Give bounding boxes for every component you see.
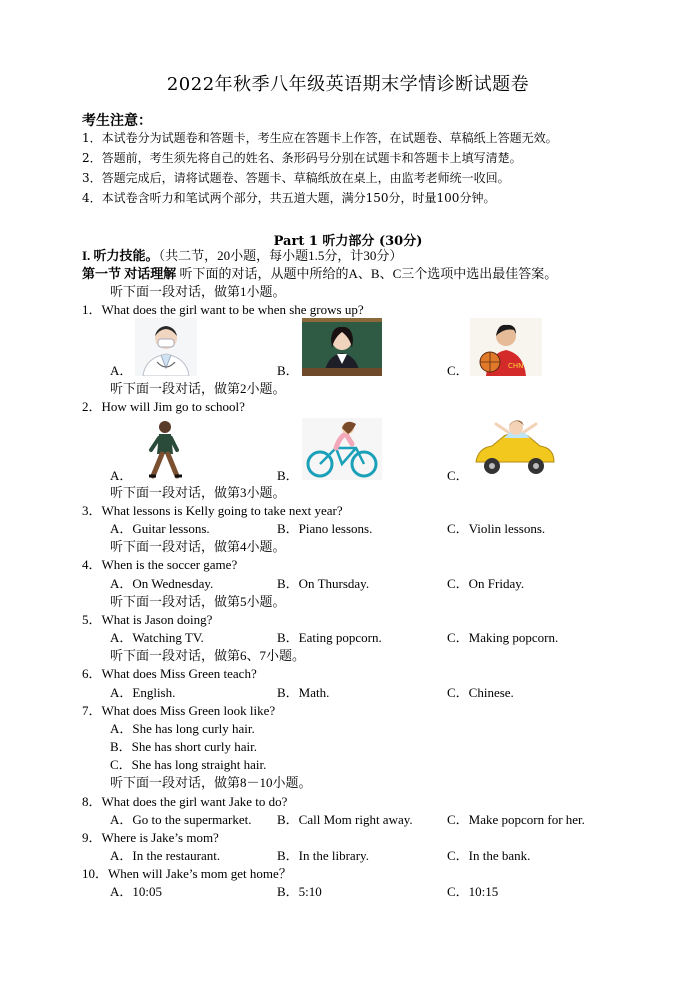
option-a: A．10:05: [110, 884, 163, 899]
notice-heading: 考生注意：: [82, 113, 152, 129]
question-stem: 2．How will Jim go to school?: [82, 399, 245, 414]
notice-item: 1．本试卷分为试题卷和答题卡，考生应在答题卡上作答，在试题卷、草稿纸上答题无效。: [82, 131, 558, 145]
svg-text:CHN: CHN: [508, 362, 524, 370]
listening-prompt: 听下面一段对话，做第5小题。: [110, 594, 286, 609]
option-b: B．Call Mom right away.: [277, 812, 413, 827]
subsection-heading: [82, 265, 557, 282]
section-note: （共二节，20小题，每小题1.5分，计30分）: [158, 248, 403, 263]
question-stem: 1．What does the girl want to be when she grows up?: [82, 302, 364, 317]
basketball-player-picture: [470, 318, 542, 376]
option-c: C．10:15: [447, 884, 499, 899]
question-stem: 8．What does the girl want Jake to do?: [82, 794, 288, 809]
option-c: C．She has long straight hair.: [110, 757, 267, 772]
option-a: A．: [110, 468, 133, 483]
notice-item: 2．答题前，考生须先将自己的姓名、条形码号分别在试题卡和答题卡上填写清楚。: [82, 151, 522, 165]
option-c: C．In the bank.: [447, 848, 531, 863]
subsection-instruction: 听下面的对话，从题中所给的A、B、C三个选项中选出最佳答案。: [176, 266, 558, 281]
question-stem: 9．Where is Jake’s mom?: [82, 830, 219, 845]
question-stem: 10．When will Jake’s mom get home？: [82, 866, 292, 881]
option-a: A．Go to the supermarket.: [110, 812, 252, 827]
option-a: A．She has long curly hair.: [110, 721, 255, 736]
option-a: A．In the restaurant.: [110, 848, 221, 863]
listening-prompt: 听下面一段对话，做第8－10小题。: [110, 775, 312, 790]
car-picture: [470, 418, 558, 480]
option-c: C．Chinese.: [447, 685, 514, 700]
listening-prompt: 听下面一段对话，做第3小题。: [110, 485, 286, 500]
listening-prompt: 听下面一段对话，做第6、7小题。: [110, 648, 306, 663]
option-b: B．Eating popcorn.: [277, 630, 382, 645]
notice-item: 3．答题完成后，请将试题卷、答题卡、草稿纸放在桌上，由监考老师统一收回。: [82, 171, 510, 185]
option-b: B．Piano lessons.: [277, 521, 373, 536]
option-a: A．On Wednesday.: [110, 576, 214, 591]
option-c: C．Violin lessons.: [447, 521, 546, 536]
bicycle-picture: [302, 418, 382, 480]
listening-prompt: 听下面一段对话，做第4小题。: [110, 539, 286, 554]
question-stem: 4．When is the soccer game?: [82, 557, 238, 572]
option-b: B．She has short curly hair.: [110, 739, 257, 754]
walking-picture: [135, 418, 197, 480]
option-c: C．Make popcorn for her.: [447, 812, 585, 827]
part-heading: Part 1 听力部分 (30分): [273, 234, 423, 249]
page-title: 2022年秋季八年级英语期末学情诊断试题卷: [166, 74, 530, 95]
option-b: B．5:10: [277, 884, 322, 899]
option-b: B．Math.: [277, 685, 330, 700]
option-a: A．Guitar lessons.: [110, 521, 210, 536]
option-c: C．: [447, 468, 469, 483]
section-heading: [82, 247, 402, 264]
question-stem: 5．What is Jason doing?: [82, 612, 213, 627]
doctor-picture: [135, 318, 197, 376]
option-c: C．Making popcorn.: [447, 630, 559, 645]
option-b: B．: [277, 468, 299, 483]
option-c: C．On Friday.: [447, 576, 525, 591]
option-a: A．Watching TV.: [110, 630, 204, 645]
option-b: B．On Thursday.: [277, 576, 370, 591]
listening-prompt: 听下面一段对话，做第2小题。: [110, 381, 286, 396]
section-label: I. 听力技能。: [82, 248, 159, 263]
option-b: B．In the library.: [277, 848, 369, 863]
listening-prompt: 听下面一段对话，做第1小题。: [110, 284, 286, 299]
notice-item: 4．本试卷含听力和笔试两个部分，共五道大题，满分150分，时量100分钟。: [82, 191, 496, 205]
option-a: A．English.: [110, 685, 176, 700]
option-c: C．: [447, 363, 469, 378]
question-stem: 3．What lessons is Kelly going to take next year?: [82, 503, 343, 518]
option-b: B．: [277, 363, 299, 378]
subsection-label: 第一节 对话理解: [82, 266, 177, 281]
option-a: A．: [110, 363, 133, 378]
question-stem: 6．What does Miss Green teach?: [82, 666, 257, 681]
teacher-picture: [302, 318, 382, 376]
question-stem: 7．What does Miss Green look like?: [82, 703, 276, 718]
